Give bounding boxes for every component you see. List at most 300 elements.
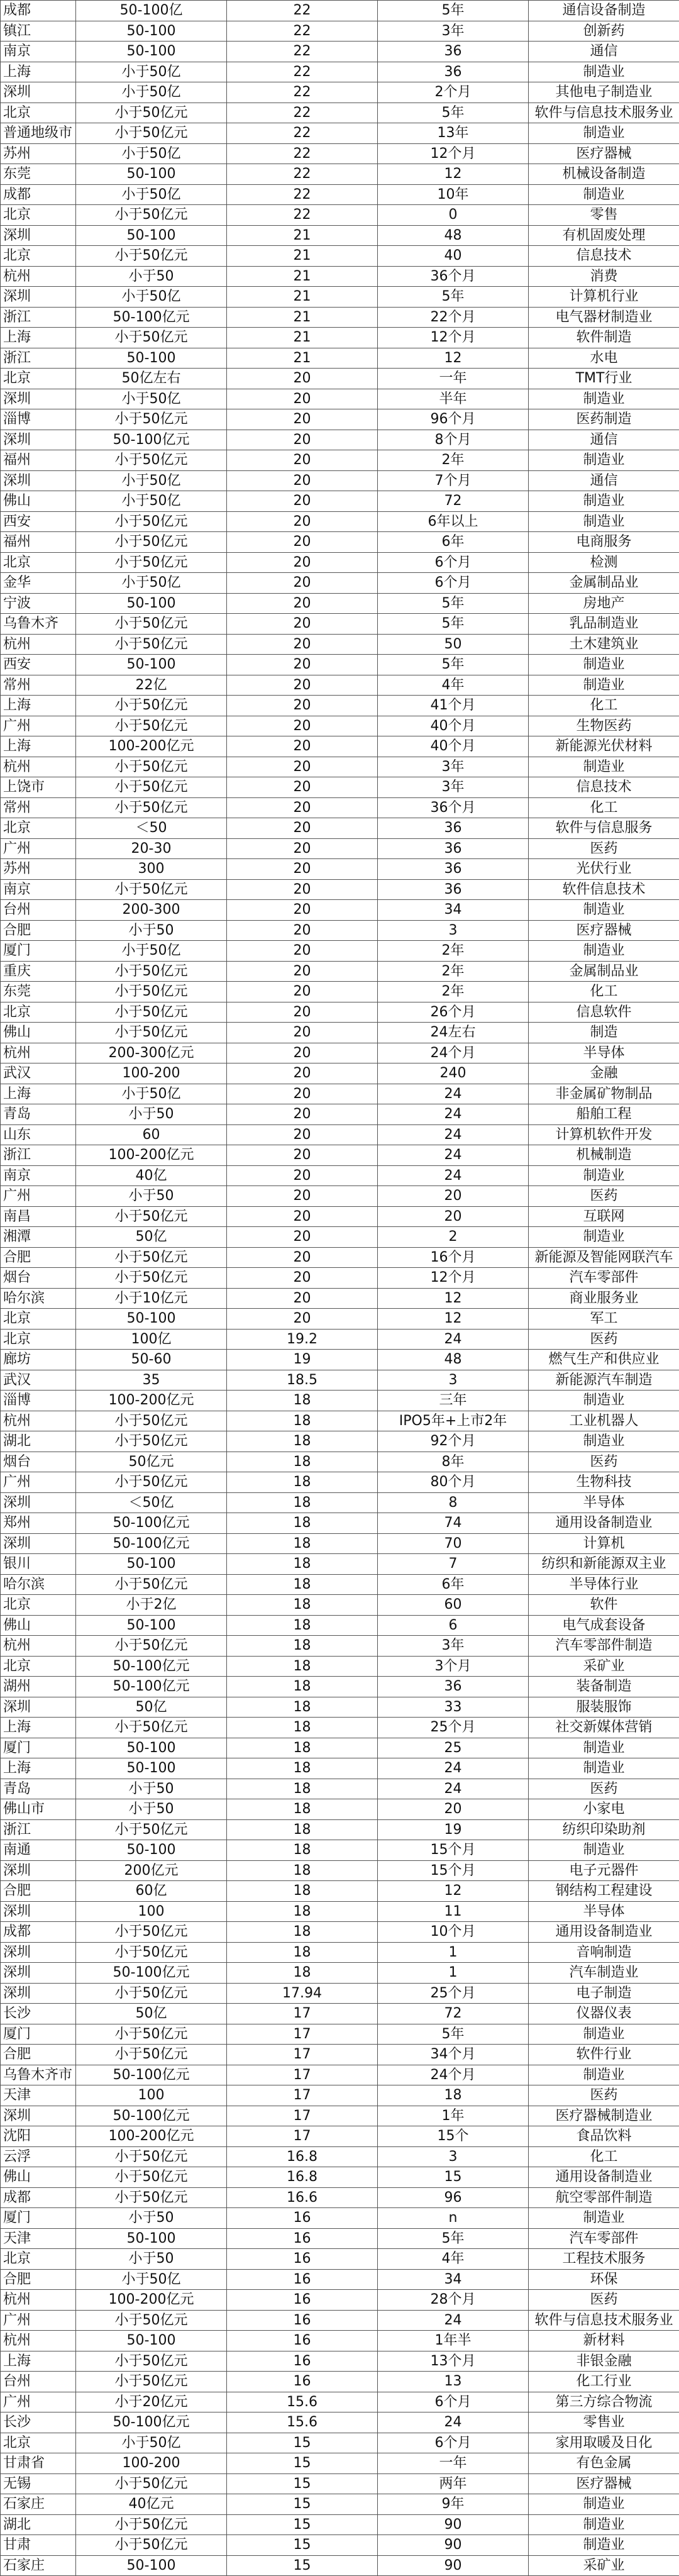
table-cell: 制造业	[529, 1227, 679, 1248]
table-cell: 哈尔滨	[1, 1288, 76, 1309]
table-row	[1, 2085, 679, 2106]
table-row	[1, 82, 679, 103]
table-row	[1, 2146, 679, 2167]
table-cell: 采矿业	[529, 2555, 679, 2576]
table-cell: 医药	[529, 1452, 679, 1472]
table-cell: 15	[227, 2433, 378, 2453]
table-cell: 医药	[529, 838, 679, 859]
table-cell: 50-100亿元	[76, 2106, 227, 2126]
table-cell: 工业机器人	[529, 1411, 679, 1431]
table-cell: 医疗器械	[529, 920, 679, 941]
table-cell: 36个月	[378, 266, 529, 287]
table-row	[1, 328, 679, 348]
table-cell: 小于50亿元	[76, 2024, 227, 2045]
table-cell: 5年	[378, 614, 529, 635]
table-cell: 青岛	[1, 1104, 76, 1125]
table-cell: 3个月	[378, 1656, 529, 1677]
table-cell: 乌鲁木齐	[1, 614, 76, 635]
table-cell: 小于50亿元	[76, 1268, 227, 1289]
table-cell: 20	[227, 1165, 378, 1186]
table-row	[1, 2412, 679, 2433]
table-cell: 小于50	[76, 920, 227, 941]
table-cell: 22	[227, 143, 378, 164]
table-cell: 5年	[378, 103, 529, 123]
table-row	[1, 2249, 679, 2270]
table-cell: 72	[378, 2004, 529, 2024]
table-cell: 24个月	[378, 2065, 529, 2085]
table-cell: 合肥	[1, 2045, 76, 2065]
table-cell: 上海	[1, 1084, 76, 1104]
table-cell: 24	[378, 1165, 529, 1186]
table-cell: 工程技术服务	[529, 2249, 679, 2270]
table-cell: 广州	[1, 1186, 76, 1207]
table-cell: 南京	[1, 1165, 76, 1186]
table-cell: 小于50亿元	[76, 1819, 227, 1840]
table-cell: 3年	[378, 777, 529, 798]
table-cell: 15.6	[227, 2392, 378, 2412]
table-row	[1, 246, 679, 267]
table-cell: 小于50亿元	[76, 634, 227, 655]
table-cell: 青岛	[1, 1779, 76, 1799]
table-cell: 软件	[529, 1595, 679, 1616]
table-row	[1, 2269, 679, 2290]
table-cell: 合肥	[1, 920, 76, 941]
table-cell: 小于50	[76, 1104, 227, 1125]
table-cell: 东莞	[1, 982, 76, 1002]
table-row	[1, 655, 679, 675]
table-cell: 50-100亿元	[76, 1656, 227, 1677]
table-cell: 北京	[1, 205, 76, 226]
table-cell: 48	[378, 1350, 529, 1370]
table-cell: 非金属矿物制品	[529, 1084, 679, 1104]
table-cell: 20	[227, 511, 378, 532]
table-cell: 36	[378, 818, 529, 839]
table-cell: 化工	[529, 982, 679, 1002]
table-row	[1, 2187, 679, 2208]
table-cell: 银川	[1, 1554, 76, 1575]
table-cell: 福州	[1, 450, 76, 471]
table-cell: 17	[227, 2065, 378, 2085]
table-cell: 36	[378, 42, 529, 62]
table-cell: 20	[227, 797, 378, 818]
table-cell: 西安	[1, 511, 76, 532]
table-cell: 100	[76, 1901, 227, 1922]
table-cell: 小于50亿	[76, 1084, 227, 1104]
table-cell: 70	[378, 1533, 529, 1554]
table-cell: 40个月	[378, 736, 529, 757]
table-cell: 制造业	[529, 2535, 679, 2556]
table-cell: 22	[227, 42, 378, 62]
table-cell: 北京	[1, 1309, 76, 1330]
table-cell: 18	[227, 1391, 378, 1411]
table-cell: 18	[227, 1452, 378, 1472]
table-cell: 50-100	[76, 593, 227, 614]
table-cell: 廊坊	[1, 1350, 76, 1370]
table-cell: 小于50亿	[76, 184, 227, 205]
table-cell: 深圳	[1, 389, 76, 409]
table-cell: 15个月	[378, 1840, 529, 1861]
table-cell: 50-100	[76, 2555, 227, 2576]
table-cell: 20	[227, 1124, 378, 1145]
table-cell: 长沙	[1, 2412, 76, 2433]
table-cell: 20	[227, 757, 378, 777]
table-row	[1, 2045, 679, 2065]
table-cell: 24	[378, 2412, 529, 2433]
table-row	[1, 614, 679, 635]
table-cell: 土木建筑业	[529, 634, 679, 655]
table-cell: 化工	[529, 2146, 679, 2167]
table-cell: 18	[227, 1574, 378, 1595]
table-cell: 小于50亿元	[76, 552, 227, 573]
table-cell: 50-100亿元	[76, 2412, 227, 2433]
table-cell: 小于50亿元	[76, 1983, 227, 2004]
table-cell: 5年	[378, 287, 529, 308]
table-cell: 烟台	[1, 1452, 76, 1472]
table-cell: 24	[378, 1329, 529, 1350]
table-cell: 深圳	[1, 1901, 76, 1922]
table-row	[1, 1431, 679, 1452]
table-cell: 化工行业	[529, 2372, 679, 2392]
table-cell: 小于50亿	[76, 389, 227, 409]
table-cell: 20	[378, 1206, 529, 1227]
table-cell: 5年	[378, 2228, 529, 2249]
table-cell: 15	[227, 2453, 378, 2474]
table-cell: 上海	[1, 696, 76, 716]
table-cell: 20	[227, 838, 378, 859]
table-row	[1, 143, 679, 164]
table-cell: 5年	[378, 2024, 529, 2045]
table-cell: 21	[227, 307, 378, 328]
table-cell: 17	[227, 2045, 378, 2065]
table-cell: 广州	[1, 2392, 76, 2412]
table-cell: 20	[227, 614, 378, 635]
table-cell: 25个月	[378, 1718, 529, 1738]
table-row	[1, 1043, 679, 1063]
table-cell: 重庆	[1, 961, 76, 982]
table-cell: 50亿	[76, 1697, 227, 1718]
table-cell: 36	[378, 62, 529, 82]
table-row	[1, 1779, 679, 1799]
table-cell: 17.94	[227, 1983, 378, 2004]
table-row	[1, 1104, 679, 1125]
table-cell: 上海	[1, 2351, 76, 2372]
table-cell: 18	[227, 1718, 378, 1738]
table-cell: 40个月	[378, 716, 529, 736]
table-cell: 小于50亿元	[76, 1636, 227, 1657]
table-cell: 24	[378, 1084, 529, 1104]
table-cell: 深圳	[1, 225, 76, 246]
table-cell: 浙江	[1, 307, 76, 328]
table-cell: 20	[227, 920, 378, 941]
table-cell: 制造业	[529, 1431, 679, 1452]
table-cell: 12个月	[378, 143, 529, 164]
table-cell: 小于50亿元	[76, 450, 227, 471]
table-cell: 有机固废处理	[529, 225, 679, 246]
table-cell: 50亿	[76, 2004, 227, 2024]
table-cell: 制造业	[529, 450, 679, 471]
table-cell: 佛山	[1, 1615, 76, 1636]
table-cell: 35	[76, 1370, 227, 1391]
table-cell: 通信	[529, 430, 679, 450]
table-cell: 汽车零部件制造	[529, 1636, 679, 1657]
table-cell: 60	[76, 1124, 227, 1145]
table-cell: 16.6	[227, 2187, 378, 2208]
table-cell: 长沙	[1, 2004, 76, 2024]
table-cell: 50-100	[76, 1738, 227, 1758]
table-cell: 18	[227, 1819, 378, 1840]
table-cell: 20	[227, 900, 378, 921]
table-cell: 50-100	[76, 1309, 227, 1330]
table-cell: 6个月	[378, 2392, 529, 2412]
table-cell: 24	[378, 1145, 529, 1166]
table-cell: 200亿元	[76, 1860, 227, 1881]
table-cell: 小于50亿元	[76, 2372, 227, 2392]
table-cell: 50-100	[76, 225, 227, 246]
table-cell: 小于50亿元	[76, 205, 227, 226]
table-cell: 小于50亿元	[76, 123, 227, 144]
table-cell: 18	[227, 1554, 378, 1575]
table-cell: 小于50亿	[76, 287, 227, 308]
table-cell: 96个月	[378, 409, 529, 430]
table-row	[1, 1206, 679, 1227]
table-cell: 生物科技	[529, 1472, 679, 1493]
table-cell: 小于50亿元	[76, 2045, 227, 2065]
table-cell: 36	[378, 879, 529, 900]
table-cell: 淄博	[1, 409, 76, 430]
table-cell: 湖州	[1, 1677, 76, 1697]
table-cell: 广州	[1, 716, 76, 736]
table-cell: 50-100	[76, 1615, 227, 1636]
table-row	[1, 1942, 679, 1963]
table-cell: 20	[378, 1799, 529, 1820]
table-cell: 杭州	[1, 1636, 76, 1657]
table-cell: 制造业	[529, 2494, 679, 2515]
table-cell: 50-100亿	[76, 1, 227, 21]
table-cell: 1	[378, 1942, 529, 1963]
table-cell: 深圳	[1, 470, 76, 491]
table-cell: 上海	[1, 328, 76, 348]
table-cell: 机械设备制造	[529, 164, 679, 185]
table-cell: 34个月	[378, 2045, 529, 2065]
table-cell: 乳品制造业	[529, 614, 679, 635]
table-cell: 6年	[378, 1574, 529, 1595]
table-cell: 甘肃	[1, 2535, 76, 2556]
table-cell: 成都	[1, 184, 76, 205]
table-cell: 软件与信息技术服务业	[529, 103, 679, 123]
table-cell: 22	[227, 103, 378, 123]
table-cell: 18	[227, 1431, 378, 1452]
table-cell: 1	[378, 1963, 529, 1984]
table-cell: 制造业	[529, 2208, 679, 2229]
table-cell: 医药	[529, 1779, 679, 1799]
table-cell: 制造业	[529, 2065, 679, 2085]
table-cell: 240	[378, 1063, 529, 1084]
table-cell: 20	[227, 552, 378, 573]
table-cell: 36	[378, 838, 529, 859]
table-cell: 深圳	[1, 1963, 76, 1984]
table-cell: 100-200	[76, 1063, 227, 1084]
table-row	[1, 1840, 679, 1861]
table-row	[1, 1513, 679, 1534]
table-row	[1, 1901, 679, 1922]
table-cell: 4年	[378, 2249, 529, 2270]
table-cell: 100-200亿元	[76, 736, 227, 757]
table-cell: 制造业	[529, 941, 679, 962]
table-cell: 制造业	[529, 1738, 679, 1758]
table-row	[1, 1186, 679, 1207]
table-cell: 22	[227, 205, 378, 226]
table-row	[1, 184, 679, 205]
table-cell: 小于50亿元	[76, 1411, 227, 1431]
table-cell: 12	[378, 1288, 529, 1309]
table-cell: 杭州	[1, 2290, 76, 2311]
table-cell: 电子制造	[529, 1983, 679, 2004]
table-cell: 7个月	[378, 470, 529, 491]
table-cell: 装备制造	[529, 1677, 679, 1697]
table-row	[1, 2372, 679, 2392]
table-cell: IPO5年+上市2年	[378, 1411, 529, 1431]
table-cell: 18	[227, 1472, 378, 1493]
table-cell: 山东	[1, 1124, 76, 1145]
table-cell: 6个月	[378, 573, 529, 594]
table-cell: 台州	[1, 900, 76, 921]
table-cell: 半年	[378, 389, 529, 409]
table-cell: 小于50	[76, 266, 227, 287]
table-cell: 纺织和新能源双主业	[529, 1554, 679, 1575]
table-row	[1, 103, 679, 123]
table-row	[1, 532, 679, 553]
table-cell: 软件制造	[529, 328, 679, 348]
table-cell: 50-100	[76, 21, 227, 42]
table-cell: 武汉	[1, 1063, 76, 1084]
table-row	[1, 920, 679, 941]
table-row	[1, 1983, 679, 2004]
table-cell: 60	[378, 1595, 529, 1616]
table-cell: 新能源及智能网联汽车	[529, 1247, 679, 1268]
table-cell: 16	[227, 2351, 378, 2372]
table-cell: 20	[227, 1268, 378, 1289]
table-row	[1, 1350, 679, 1370]
table-cell: 6	[378, 1615, 529, 1636]
table-row	[1, 2392, 679, 2412]
table-cell: 100-200亿元	[76, 1145, 227, 1166]
table-cell: 小于50亿元	[76, 2514, 227, 2535]
table-cell: 普通地级市	[1, 123, 76, 144]
table-cell: 三年	[378, 1391, 529, 1411]
table-cell: 90	[378, 2514, 529, 2535]
table-cell: 2	[378, 1227, 529, 1248]
table-cell: 8	[378, 1492, 529, 1513]
table-cell: 6年	[378, 532, 529, 553]
table-cell: 上海	[1, 62, 76, 82]
table-row	[1, 1799, 679, 1820]
table-cell: 小于10亿元	[76, 1288, 227, 1309]
table-cell: 50-100亿元	[76, 1677, 227, 1697]
table-cell: 软件与信息服务	[529, 818, 679, 839]
table-cell: n	[378, 2208, 529, 2229]
table-cell: 房地产	[529, 593, 679, 614]
table-cell: 96	[378, 2187, 529, 2208]
table-cell: 北京	[1, 1656, 76, 1677]
table-row	[1, 818, 679, 839]
table-cell: 12	[378, 348, 529, 369]
table-cell: 50-100	[76, 1554, 227, 1575]
table-cell: 12	[378, 1309, 529, 1330]
table-row	[1, 982, 679, 1002]
table-cell: 22	[227, 21, 378, 42]
table-cell: 小于50	[76, 1799, 227, 1820]
table-cell: 无锡	[1, 2473, 76, 2494]
table-cell: 深圳	[1, 430, 76, 450]
table-cell: 小于50亿元	[76, 757, 227, 777]
table-cell: 钢结构工程建设	[529, 1881, 679, 1902]
table-row	[1, 123, 679, 144]
table-cell: 小于2亿	[76, 1595, 227, 1616]
table-cell: 小于50亿元	[76, 1247, 227, 1268]
table-cell: 制造业	[529, 1840, 679, 1861]
table-cell: 20	[227, 1043, 378, 1063]
table-cell: 制造业	[529, 184, 679, 205]
table-cell: 制造业	[529, 2024, 679, 2045]
table-row	[1, 225, 679, 246]
table-cell: 杭州	[1, 266, 76, 287]
table-row	[1, 430, 679, 450]
table-cell: 100-200	[76, 2453, 227, 2474]
table-cell: 10个月	[378, 1922, 529, 1943]
table-cell: 小于50亿元	[76, 1206, 227, 1227]
table-cell: 小于50亿元	[76, 2187, 227, 2208]
table-cell: 采矿业	[529, 1656, 679, 1677]
table-cell: 计算机行业	[529, 287, 679, 308]
table-cell: 18	[227, 1860, 378, 1881]
table-cell: 15个	[378, 2126, 529, 2147]
table-cell: 第三方综合物流	[529, 2392, 679, 2412]
table-cell: 军工	[529, 1309, 679, 1330]
table-cell: 0	[378, 205, 529, 226]
table-cell: 厦门	[1, 2208, 76, 2229]
table-cell: 20	[227, 573, 378, 594]
table-cell: 新能源光伏材料	[529, 736, 679, 757]
table-cell: 50-100	[76, 655, 227, 675]
table-cell: 小于50亿	[76, 2269, 227, 2290]
table-row	[1, 287, 679, 308]
table-cell: 制造业	[529, 757, 679, 777]
table-row	[1, 1472, 679, 1493]
table-cell: 48	[378, 225, 529, 246]
table-cell: 15.6	[227, 2412, 378, 2433]
table-cell: 1年	[378, 2106, 529, 2126]
table-row	[1, 941, 679, 962]
table-cell: 22亿	[76, 675, 227, 696]
table-cell: 通用设备制造业	[529, 2167, 679, 2188]
table-cell: 消费	[529, 266, 679, 287]
table-cell: 20	[227, 961, 378, 982]
table-cell: 19	[378, 1819, 529, 1840]
table-cell: 小于50	[76, 2249, 227, 2270]
table-row	[1, 1370, 679, 1391]
table-cell: 17	[227, 2106, 378, 2126]
table-cell: 汽车制造业	[529, 1963, 679, 1984]
table-cell: 天津	[1, 2228, 76, 2249]
table-row	[1, 307, 679, 328]
table-cell: 小于50亿元	[76, 1472, 227, 1493]
table-cell: 化工	[529, 797, 679, 818]
table-cell: 92个月	[378, 1431, 529, 1452]
table-cell: 商业服务业	[529, 1288, 679, 1309]
table-cell: 北京	[1, 1595, 76, 1616]
table-cell: 小于20亿元	[76, 2392, 227, 2412]
table-cell: 26个月	[378, 1002, 529, 1023]
